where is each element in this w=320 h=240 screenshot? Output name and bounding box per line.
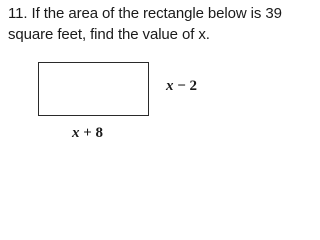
- problem-line-2: square feet, find the value of x.: [8, 26, 210, 43]
- problem-line-1: 11. If the area of the rectangle below is 39: [8, 5, 282, 22]
- rectangle-width-label: [72, 125, 103, 142]
- rectangle-figure: [38, 62, 149, 116]
- height-variable: x: [166, 78, 174, 94]
- rectangle-height-label: [166, 78, 197, 95]
- width-expression: + 8: [79, 125, 104, 141]
- problem-statement: [8, 3, 282, 45]
- height-expression: − 2: [173, 78, 198, 94]
- width-variable: x: [72, 125, 80, 141]
